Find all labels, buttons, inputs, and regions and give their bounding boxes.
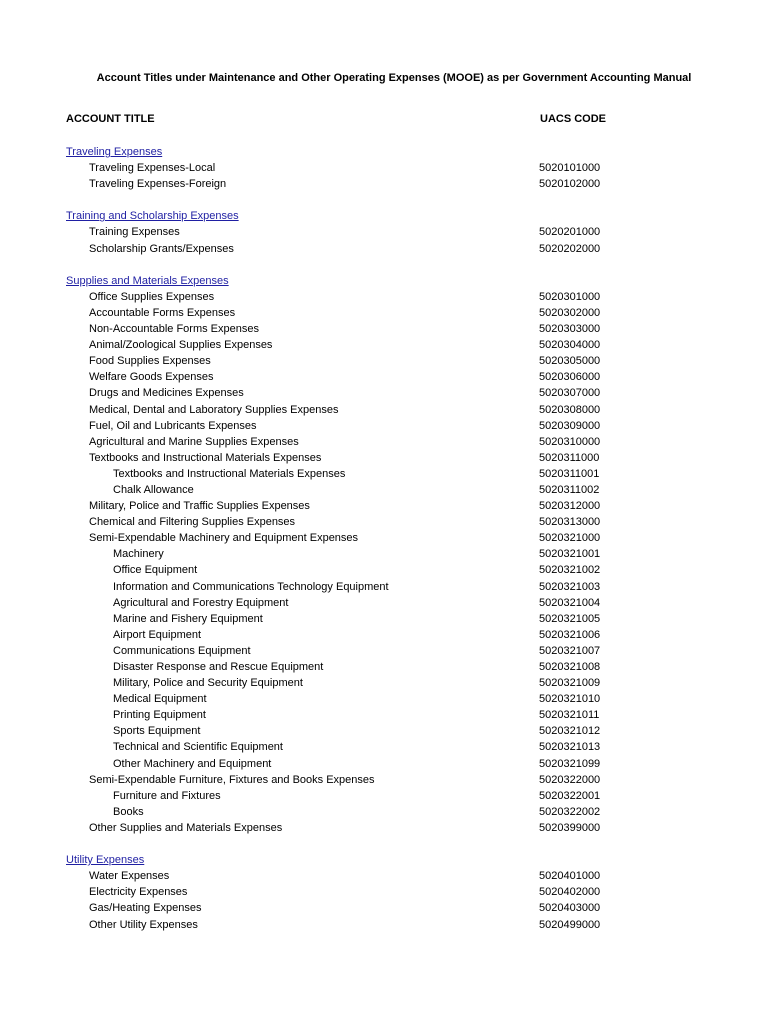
account-row: [0, 498, 768, 514]
account-title: Animal/Zoological Supplies Expenses: [89, 339, 273, 352]
account-row: [0, 691, 768, 707]
account-row: [0, 611, 768, 627]
spacer-row: [0, 192, 768, 208]
account-title: Textbooks and Instructional Materials Expenses: [89, 451, 322, 464]
category-link[interactable]: Training and Scholarship Expenses: [66, 210, 239, 223]
account-title: Sports Equipment: [113, 725, 201, 738]
uacs-code: 5020313000: [539, 516, 601, 529]
uacs-code: 5020321004: [539, 596, 601, 609]
uacs-code: 5020499000: [539, 918, 601, 931]
account-title: Chalk Allowance: [113, 483, 194, 496]
account-title: Military, Police and Traffic Supplies Expenses: [89, 500, 310, 513]
account-row: [0, 595, 768, 611]
account-row: [0, 643, 768, 659]
account-row: [0, 772, 768, 788]
uacs-code: 5020312000: [539, 500, 601, 513]
account-title: Non-Accountable Forms Expenses: [89, 323, 259, 336]
account-title: Airport Equipment: [113, 628, 202, 641]
account-row: [0, 402, 768, 418]
spacer-row: [0, 836, 768, 852]
account-row: [0, 305, 768, 321]
uacs-code: 5020101000: [539, 162, 601, 175]
uacs-code: 5020306000: [539, 371, 601, 384]
account-title: Electricity Expenses: [89, 886, 188, 899]
account-row: [0, 546, 768, 562]
uacs-code: 5020201000: [539, 226, 601, 239]
table-header: [66, 113, 626, 129]
uacs-code: 5020302000: [539, 306, 601, 319]
account-row: [0, 434, 768, 450]
account-title: Agricultural and Forestry Equipment: [113, 596, 289, 609]
account-row: [0, 466, 768, 482]
uacs-code: 5020402000: [539, 886, 601, 899]
uacs-code: 5020301000: [539, 290, 601, 303]
uacs-code: 5020311002: [539, 483, 600, 496]
category-link[interactable]: Supplies and Materials Expenses: [66, 274, 229, 287]
uacs-code: 5020310000: [539, 435, 601, 448]
account-title: Books: [113, 805, 144, 818]
category-link[interactable]: Utility Expenses: [66, 854, 145, 867]
account-title: Welfare Goods Expenses: [89, 371, 214, 384]
account-row: [0, 353, 768, 369]
account-title: Chemical and Filtering Supplies Expenses: [89, 516, 296, 529]
account-title: Training Expenses: [89, 226, 180, 239]
account-row: [0, 917, 768, 933]
account-title: Food Supplies Expenses: [89, 355, 211, 368]
uacs-code: 5020321002: [539, 564, 601, 577]
account-row: [0, 707, 768, 723]
account-row: [0, 385, 768, 401]
account-title: Fuel, Oil and Lubricants Expenses: [89, 419, 257, 432]
account-row: [0, 337, 768, 353]
account-row: [0, 224, 768, 240]
account-title: Other Utility Expenses: [89, 918, 198, 931]
uacs-code: 5020321005: [539, 612, 601, 625]
account-title: Office Equipment: [113, 564, 198, 577]
category-row: [0, 273, 768, 289]
account-row: [0, 579, 768, 595]
account-title: Disaster Response and Rescue Equipment: [113, 661, 324, 673]
header-uacs-code: UACS CODE: [540, 113, 607, 125]
account-title: Other Machinery and Equipment: [113, 757, 272, 770]
uacs-code: 5020321000: [539, 532, 601, 545]
uacs-code: 5020321001: [539, 548, 601, 561]
uacs-code: 5020322002: [539, 805, 601, 818]
account-row: [0, 176, 768, 192]
account-title: Medical, Dental and Laboratory Supplies Expenses: [89, 403, 339, 416]
category-row: [0, 144, 768, 160]
uacs-code: 5020401000: [539, 870, 601, 883]
account-title: Communications Equipment: [113, 644, 251, 657]
header-account-title: ACCOUNT TITLE: [66, 113, 155, 125]
account-row: [0, 884, 768, 900]
account-row: [0, 627, 768, 643]
account-title: Military, Police and Security Equipment: [113, 677, 303, 690]
account-row: [0, 530, 768, 546]
uacs-code: 5020304000: [539, 339, 601, 352]
uacs-code: 5020321008: [539, 661, 601, 673]
account-title: Water Expenses: [89, 870, 170, 883]
uacs-code: 5020321010: [539, 693, 601, 706]
document-title: Account Titles under Maintenance and Other Operating Expenses (MOOE) as per Government Accounting Manual: [96, 72, 692, 84]
account-row: [0, 804, 768, 820]
account-row: [0, 418, 768, 434]
account-row: [0, 659, 768, 675]
uacs-code: 5020202000: [539, 242, 601, 255]
category-link[interactable]: Traveling Expenses: [66, 146, 163, 158]
account-row: [0, 562, 768, 578]
account-title: Textbooks and Instructional Materials Expenses: [113, 467, 346, 480]
uacs-code: 5020321012: [539, 725, 601, 738]
spacer-row: [0, 257, 768, 273]
uacs-code: 5020321007: [539, 644, 601, 657]
account-title: Traveling Expenses-Local: [89, 162, 216, 175]
uacs-code: 5020305000: [539, 355, 601, 368]
account-row: [0, 900, 768, 916]
account-title: Semi-Expendable Machinery and Equipment Expenses: [89, 532, 359, 545]
account-title: Semi-Expendable Furniture, Fixtures and Books Expenses: [89, 773, 375, 786]
uacs-code: 5020308000: [539, 403, 601, 416]
account-row: [0, 450, 768, 466]
account-title: Technical and Scientific Equipment: [113, 741, 283, 754]
account-row: [0, 723, 768, 739]
uacs-code: 5020399000: [539, 821, 601, 834]
account-title: Drugs and Medicines Expenses: [89, 387, 244, 400]
account-row: [0, 369, 768, 385]
account-row: [0, 788, 768, 804]
uacs-code: 5020321011: [539, 709, 600, 722]
category-row: [0, 852, 768, 868]
account-title: Scholarship Grants/Expenses: [89, 242, 234, 255]
account-title: Other Supplies and Materials Expenses: [89, 821, 283, 834]
account-row: [0, 756, 768, 772]
account-title: Agricultural and Marine Supplies Expenses: [89, 435, 299, 448]
account-row: [0, 160, 768, 176]
account-title: Accountable Forms Expenses: [89, 306, 236, 319]
account-row: [0, 868, 768, 884]
account-row: [0, 482, 768, 498]
account-title: Marine and Fishery Equipment: [113, 612, 263, 625]
account-title: Printing Equipment: [113, 709, 206, 722]
uacs-code: 5020311000: [539, 451, 600, 464]
uacs-code: 5020311001: [539, 467, 600, 480]
category-row: [0, 208, 768, 224]
account-list: [0, 144, 768, 933]
uacs-code: 5020307000: [539, 387, 601, 400]
uacs-code: 5020309000: [539, 419, 601, 432]
uacs-code: 5020321003: [539, 580, 601, 593]
account-row: [0, 820, 768, 836]
uacs-code: 5020321013: [539, 741, 601, 754]
account-title: Gas/Heating Expenses: [89, 902, 202, 915]
account-title: Office Supplies Expenses: [89, 290, 215, 303]
account-title: Furniture and Fixtures: [113, 789, 221, 802]
uacs-code: 5020322000: [539, 773, 601, 786]
account-row: [0, 289, 768, 305]
account-title: Traveling Expenses-Foreign: [89, 178, 227, 191]
uacs-code: 5020403000: [539, 902, 601, 915]
uacs-code: 5020321099: [539, 757, 601, 770]
account-title: Machinery: [113, 548, 164, 561]
uacs-code: 5020102000: [539, 178, 601, 191]
account-row: [0, 321, 768, 337]
account-title: Medical Equipment: [113, 693, 207, 706]
account-row: [0, 739, 768, 755]
account-title: Information and Communications Technology Equipment: [113, 580, 389, 593]
account-row: [0, 514, 768, 530]
uacs-code: 5020303000: [539, 323, 601, 336]
uacs-code: 5020322001: [539, 789, 601, 802]
uacs-code: 5020321006: [539, 628, 601, 641]
account-row: [0, 675, 768, 691]
account-row: [0, 241, 768, 257]
uacs-code: 5020321009: [539, 677, 601, 690]
